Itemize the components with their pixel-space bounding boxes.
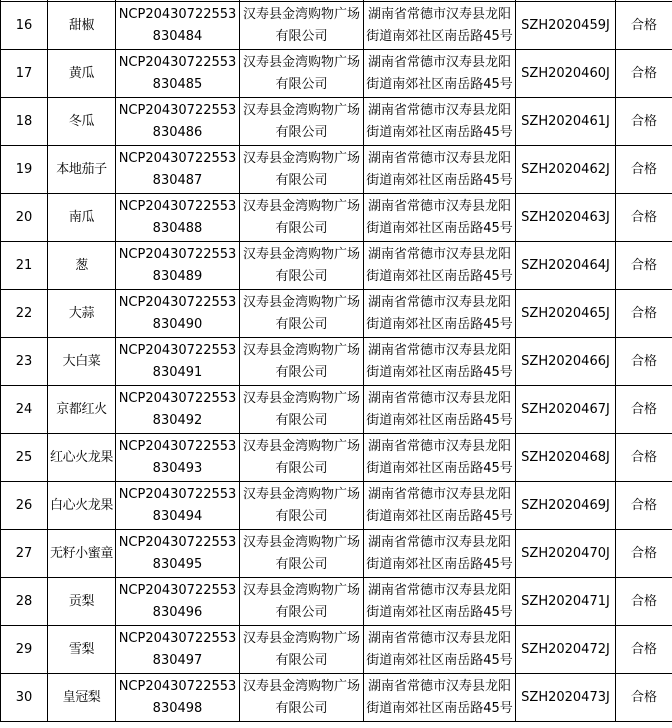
sampled-unit-text: 汉寿县金湾购物广场 <box>242 630 360 646</box>
result-text: 合格 <box>630 449 657 465</box>
sampled-unit-text: 有限公司 <box>275 220 328 236</box>
unit-address-cell <box>364 146 516 194</box>
sample-code-text: 830494 <box>152 508 203 524</box>
product-name-text: 大白菜 <box>62 353 101 369</box>
report-number-text: SZH2020472J <box>521 641 610 657</box>
sample-code-text: NCP20430722553 <box>118 198 237 214</box>
sampled-unit-cell <box>240 2 364 50</box>
report-number-cell <box>516 194 616 242</box>
sampled-unit-text: 有限公司 <box>275 508 328 524</box>
sampled-unit-text: 汉寿县金湾购物广场 <box>242 342 360 358</box>
sample-code-text: 830497 <box>152 652 203 668</box>
unit-address-cell <box>364 530 516 578</box>
result-text: 合格 <box>630 353 657 369</box>
sampled-unit-text: 有限公司 <box>275 604 328 620</box>
sampled-unit-cell <box>240 50 364 98</box>
result-text: 合格 <box>630 257 657 273</box>
unit-address-text: 街道南郊社区南岳路45号 <box>366 412 513 428</box>
result-text: 合格 <box>630 113 657 129</box>
product-name-cell <box>48 482 116 530</box>
table-row <box>1 626 672 674</box>
unit-address-text: 湖南省常德市汉寿县龙阳 <box>367 54 511 70</box>
result-cell <box>616 530 672 578</box>
report-number-cell <box>516 578 616 626</box>
report-number-cell <box>516 290 616 338</box>
result-cell <box>616 386 672 434</box>
unit-address-cell <box>364 194 516 242</box>
result-text: 合格 <box>630 641 657 657</box>
sample-code-text: NCP20430722553 <box>118 438 237 454</box>
serial-number-text: 16 <box>15 17 33 33</box>
unit-address-text: 湖南省常德市汉寿县龙阳 <box>367 390 511 406</box>
report-number-text: SZH2020470J <box>521 545 610 561</box>
unit-address-cell <box>364 578 516 626</box>
report-number-text: SZH2020473J <box>521 689 610 705</box>
sample-code-text: NCP20430722553 <box>118 6 237 22</box>
product-name-text: 冬瓜 <box>68 113 95 129</box>
serial-number-text: 27 <box>15 545 33 561</box>
sample-code-text: 830496 <box>152 604 203 620</box>
sampled-unit-cell <box>240 386 364 434</box>
unit-address-text: 街道南郊社区南岳路45号 <box>366 172 513 188</box>
serial-number-cell <box>1 146 48 194</box>
serial-number-cell <box>1 434 48 482</box>
unit-address-text: 街道南郊社区南岳路45号 <box>366 364 513 380</box>
report-number-cell <box>516 434 616 482</box>
product-name-text: 大蒜 <box>68 305 95 321</box>
sampled-unit-text: 汉寿县金湾购物广场 <box>242 150 360 166</box>
sampled-unit-text: 汉寿县金湾购物广场 <box>242 390 360 406</box>
unit-address-text: 街道南郊社区南岳路45号 <box>366 460 513 476</box>
unit-address-cell <box>364 386 516 434</box>
unit-address-cell <box>364 338 516 386</box>
report-number-cell <box>516 674 616 722</box>
serial-number-cell <box>1 50 48 98</box>
report-number-text: SZH2020463J <box>521 209 610 225</box>
unit-address-text: 街道南郊社区南岳路45号 <box>366 316 513 332</box>
sampled-unit-cell <box>240 578 364 626</box>
unit-address-text: 湖南省常德市汉寿县龙阳 <box>367 678 511 694</box>
unit-address-text: 街道南郊社区南岳路45号 <box>366 604 513 620</box>
product-name-cell <box>48 434 116 482</box>
result-cell <box>616 674 672 722</box>
product-name-text: 无籽小蜜童 <box>49 545 113 561</box>
sample-code-cell <box>116 290 240 338</box>
unit-address-cell <box>364 482 516 530</box>
result-text: 合格 <box>630 65 657 81</box>
report-number-text: SZH2020467J <box>521 401 610 417</box>
unit-address-text: 湖南省常德市汉寿县龙阳 <box>367 342 511 358</box>
sample-code-cell <box>116 578 240 626</box>
serial-number-text: 21 <box>15 257 33 273</box>
unit-address-text: 街道南郊社区南岳路45号 <box>366 124 513 140</box>
serial-number-text: 29 <box>15 641 33 657</box>
sample-code-cell <box>116 434 240 482</box>
sample-code-text: 830485 <box>152 76 203 92</box>
product-name-cell <box>48 386 116 434</box>
product-name-cell <box>48 146 116 194</box>
table-row <box>1 98 672 146</box>
sampled-unit-cell <box>240 482 364 530</box>
sample-code-text: 830498 <box>152 700 203 716</box>
serial-number-cell <box>1 674 48 722</box>
sampled-unit-text: 有限公司 <box>275 76 328 92</box>
serial-number-text: 22 <box>15 305 33 321</box>
result-text: 合格 <box>630 401 657 417</box>
sample-code-text: NCP20430722553 <box>118 390 237 406</box>
result-cell <box>616 482 672 530</box>
unit-address-text: 湖南省常德市汉寿县龙阳 <box>367 102 511 118</box>
report-number-text: SZH2020459J <box>521 17 610 33</box>
sampled-unit-cell <box>240 242 364 290</box>
report-number-text: SZH2020464J <box>521 257 610 273</box>
report-number-cell <box>516 338 616 386</box>
result-text: 合格 <box>630 545 657 561</box>
sample-code-text: NCP20430722553 <box>118 246 237 262</box>
product-name-text: 甜椒 <box>68 17 95 33</box>
sample-code-text: 830493 <box>152 460 203 476</box>
serial-number-cell <box>1 386 48 434</box>
table-body <box>1 0 672 722</box>
sample-code-text: NCP20430722553 <box>118 486 237 502</box>
product-name-text: 本地茄子 <box>56 161 107 177</box>
sampled-unit-text: 汉寿县金湾购物广场 <box>242 678 360 694</box>
sampled-unit-text: 有限公司 <box>275 556 328 572</box>
serial-number-text: 30 <box>15 689 33 705</box>
unit-address-text: 湖南省常德市汉寿县龙阳 <box>367 486 511 502</box>
product-name-cell <box>48 2 116 50</box>
sampled-unit-cell <box>240 626 364 674</box>
sampled-unit-text: 有限公司 <box>275 124 328 140</box>
result-cell <box>616 626 672 674</box>
sample-code-cell <box>116 2 240 50</box>
sample-code-text: NCP20430722553 <box>118 294 237 310</box>
product-name-text: 贡梨 <box>68 593 95 609</box>
serial-number-text: 20 <box>15 209 33 225</box>
sample-code-cell <box>116 194 240 242</box>
result-text: 合格 <box>630 161 657 177</box>
table-row <box>1 386 672 434</box>
unit-address-cell <box>364 626 516 674</box>
sample-code-text: 830488 <box>152 220 203 236</box>
result-text: 合格 <box>630 689 657 705</box>
unit-address-text: 湖南省常德市汉寿县龙阳 <box>367 246 511 262</box>
product-name-text: 京都红火 <box>56 401 107 417</box>
unit-address-text: 湖南省常德市汉寿县龙阳 <box>367 438 511 454</box>
table-row <box>1 530 672 578</box>
sample-code-text: 830489 <box>152 268 203 284</box>
unit-address-cell <box>364 674 516 722</box>
sampled-unit-text: 有限公司 <box>275 316 328 332</box>
report-number-cell <box>516 50 616 98</box>
sampled-unit-text: 汉寿县金湾购物广场 <box>242 486 360 502</box>
sampled-unit-text: 汉寿县金湾购物广场 <box>242 294 360 310</box>
sample-code-cell <box>116 338 240 386</box>
result-cell <box>616 98 672 146</box>
result-cell <box>616 434 672 482</box>
sample-code-text: NCP20430722553 <box>118 54 237 70</box>
unit-address-cell <box>364 50 516 98</box>
table-row <box>1 194 672 242</box>
sample-code-text: 830491 <box>152 364 203 380</box>
sampled-unit-text: 汉寿县金湾购物广场 <box>242 198 360 214</box>
sample-code-cell <box>116 98 240 146</box>
sampled-unit-text: 汉寿县金湾购物广场 <box>242 6 360 22</box>
report-number-text: SZH2020460J <box>521 65 610 81</box>
unit-address-text: 街道南郊社区南岳路45号 <box>366 268 513 284</box>
sampled-unit-text: 有限公司 <box>275 700 328 716</box>
product-name-text: 雪梨 <box>68 641 95 657</box>
table-row <box>1 146 672 194</box>
product-name-cell <box>48 578 116 626</box>
sample-code-cell <box>116 482 240 530</box>
product-name-text: 皇冠梨 <box>62 689 101 705</box>
report-number-cell <box>516 98 616 146</box>
serial-number-text: 24 <box>15 401 33 417</box>
serial-number-text: 18 <box>15 113 33 129</box>
product-name-text: 南瓜 <box>68 209 95 225</box>
product-name-cell <box>48 290 116 338</box>
report-number-cell <box>516 242 616 290</box>
unit-address-text: 湖南省常德市汉寿县龙阳 <box>367 150 511 166</box>
report-number-text: SZH2020469J <box>521 497 610 513</box>
report-number-cell <box>516 626 616 674</box>
serial-number-text: 25 <box>15 449 33 465</box>
unit-address-cell <box>364 290 516 338</box>
result-cell <box>616 290 672 338</box>
sampled-unit-text: 有限公司 <box>275 652 328 668</box>
result-cell <box>616 2 672 50</box>
report-number-cell <box>516 2 616 50</box>
sampled-unit-text: 汉寿县金湾购物广场 <box>242 582 360 598</box>
unit-address-cell <box>364 98 516 146</box>
unit-address-text: 湖南省常德市汉寿县龙阳 <box>367 294 511 310</box>
sample-code-cell <box>116 242 240 290</box>
table-row <box>1 338 672 386</box>
sample-code-text: 830487 <box>152 172 203 188</box>
sampled-unit-text: 有限公司 <box>275 364 328 380</box>
sampled-unit-cell <box>240 290 364 338</box>
unit-address-text: 街道南郊社区南岳路45号 <box>366 556 513 572</box>
sampled-unit-text: 汉寿县金湾购物广场 <box>242 54 360 70</box>
report-number-cell <box>516 482 616 530</box>
table-row <box>1 290 672 338</box>
sample-code-cell <box>116 626 240 674</box>
report-number-cell <box>516 530 616 578</box>
sample-code-text: NCP20430722553 <box>118 534 237 550</box>
serial-number-text: 28 <box>15 593 33 609</box>
serial-number-cell <box>1 2 48 50</box>
sample-code-text: NCP20430722553 <box>118 102 237 118</box>
unit-address-text: 街道南郊社区南岳路45号 <box>366 28 513 44</box>
unit-address-text: 湖南省常德市汉寿县龙阳 <box>367 534 511 550</box>
sampled-unit-cell <box>240 674 364 722</box>
result-text: 合格 <box>630 305 657 321</box>
table-row <box>1 482 672 530</box>
product-name-cell <box>48 242 116 290</box>
sample-code-text: 830492 <box>152 412 203 428</box>
table-row <box>1 242 672 290</box>
serial-number-cell <box>1 242 48 290</box>
sample-code-text: NCP20430722553 <box>118 342 237 358</box>
unit-address-cell <box>364 434 516 482</box>
unit-address-text: 湖南省常德市汉寿县龙阳 <box>367 198 511 214</box>
report-number-text: SZH2020468J <box>521 449 610 465</box>
product-name-cell <box>48 98 116 146</box>
result-text: 合格 <box>630 209 657 225</box>
serial-number-text: 23 <box>15 353 33 369</box>
result-text: 合格 <box>630 17 657 33</box>
unit-address-text: 街道南郊社区南岳路45号 <box>366 220 513 236</box>
unit-address-text: 街道南郊社区南岳路45号 <box>366 508 513 524</box>
table-row <box>1 578 672 626</box>
unit-address-text: 湖南省常德市汉寿县龙阳 <box>367 630 511 646</box>
sample-code-text: 830490 <box>152 316 203 332</box>
serial-number-cell <box>1 530 48 578</box>
unit-address-text: 湖南省常德市汉寿县龙阳 <box>367 6 511 22</box>
serial-number-cell <box>1 98 48 146</box>
sampled-unit-cell <box>240 530 364 578</box>
serial-number-cell <box>1 194 48 242</box>
sample-code-text: NCP20430722553 <box>118 582 237 598</box>
sample-code-cell <box>116 386 240 434</box>
product-name-cell <box>48 194 116 242</box>
report-number-text: SZH2020471J <box>521 593 610 609</box>
sample-code-text: NCP20430722553 <box>118 678 237 694</box>
sampled-unit-cell <box>240 434 364 482</box>
sample-code-text: 830495 <box>152 556 203 572</box>
result-text: 合格 <box>630 497 657 513</box>
product-name-text: 红心火龙果 <box>49 449 113 465</box>
report-number-text: SZH2020461J <box>521 113 610 129</box>
unit-address-text: 湖南省常德市汉寿县龙阳 <box>367 582 511 598</box>
unit-address-cell <box>364 2 516 50</box>
sample-code-text: 830486 <box>152 124 203 140</box>
product-name-cell <box>48 674 116 722</box>
sampled-unit-text: 汉寿县金湾购物广场 <box>242 102 360 118</box>
table-row <box>1 434 672 482</box>
serial-number-cell <box>1 482 48 530</box>
result-cell <box>616 242 672 290</box>
report-number-text: SZH2020465J <box>521 305 610 321</box>
sample-code-text: NCP20430722553 <box>118 150 237 166</box>
sample-code-cell <box>116 674 240 722</box>
sample-code-cell <box>116 146 240 194</box>
serial-number-cell <box>1 338 48 386</box>
report-number-text: SZH2020462J <box>521 161 610 177</box>
serial-number-cell <box>1 578 48 626</box>
serial-number-text: 26 <box>15 497 33 513</box>
unit-address-text: 街道南郊社区南岳路45号 <box>366 700 513 716</box>
product-name-cell <box>48 50 116 98</box>
sampled-unit-cell <box>240 146 364 194</box>
sampled-unit-text: 有限公司 <box>275 268 328 284</box>
result-cell <box>616 146 672 194</box>
report-number-cell <box>516 386 616 434</box>
sampled-unit-text: 有限公司 <box>275 172 328 188</box>
serial-number-text: 17 <box>15 65 33 81</box>
product-name-text: 葱 <box>75 257 88 273</box>
product-name-cell <box>48 530 116 578</box>
result-cell <box>616 194 672 242</box>
result-cell <box>616 338 672 386</box>
sample-code-cell <box>116 50 240 98</box>
sampled-unit-text: 有限公司 <box>275 28 328 44</box>
report-number-cell <box>516 146 616 194</box>
sample-code-text: NCP20430722553 <box>118 630 237 646</box>
result-text: 合格 <box>630 593 657 609</box>
serial-number-text: 19 <box>15 161 33 177</box>
unit-address-cell <box>364 242 516 290</box>
sampled-unit-text: 汉寿县金湾购物广场 <box>242 246 360 262</box>
table-row <box>1 50 672 98</box>
sampled-unit-text: 汉寿县金湾购物广场 <box>242 438 360 454</box>
sample-code-cell <box>116 530 240 578</box>
sampled-unit-text: 有限公司 <box>275 460 328 476</box>
product-name-cell <box>48 626 116 674</box>
table-row <box>1 674 672 722</box>
serial-number-cell <box>1 290 48 338</box>
table-row <box>1 2 672 50</box>
result-cell <box>616 578 672 626</box>
sampled-unit-cell <box>240 194 364 242</box>
unit-address-text: 街道南郊社区南岳路45号 <box>366 652 513 668</box>
sampled-unit-text: 汉寿县金湾购物广场 <box>242 534 360 550</box>
product-name-text: 白心火龙果 <box>49 497 113 513</box>
sampled-unit-cell <box>240 98 364 146</box>
product-name-cell <box>48 338 116 386</box>
result-cell <box>616 50 672 98</box>
product-name-text: 黄瓜 <box>68 65 95 81</box>
sampled-unit-cell <box>240 338 364 386</box>
sampled-unit-text: 有限公司 <box>275 412 328 428</box>
unit-address-text: 街道南郊社区南岳路45号 <box>366 76 513 92</box>
sample-code-text: 830484 <box>152 28 203 44</box>
report-number-text: SZH2020466J <box>521 353 610 369</box>
serial-number-cell <box>1 626 48 674</box>
